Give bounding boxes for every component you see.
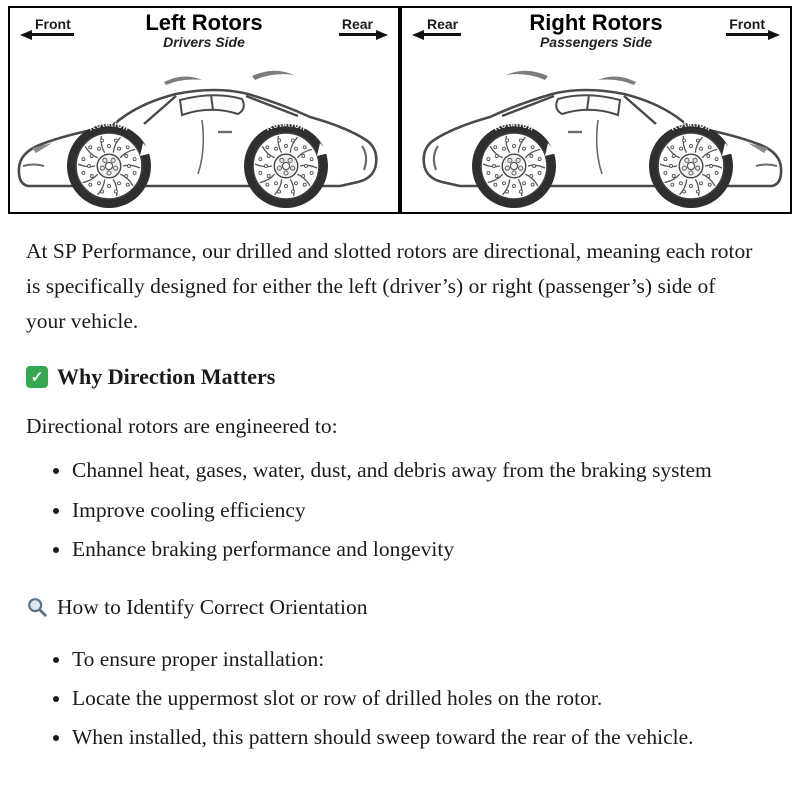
right-rotors-panel bbox=[400, 6, 792, 214]
list-item: • Improve cooling efficiency bbox=[72, 493, 762, 527]
arrow-left-icon bbox=[20, 30, 32, 40]
right-panel-header bbox=[402, 8, 790, 54]
list-item: • Locate the uppermost slot or row of drilled holes on the rotor. bbox=[72, 681, 762, 715]
rear-direction-indicator bbox=[412, 16, 461, 36]
section-heading-identify-orientation bbox=[26, 595, 774, 620]
engineered-to-lead: Directional rotors are engineered to: bbox=[26, 414, 338, 439]
magnifier-icon bbox=[26, 596, 48, 618]
section-heading-why-direction-matters bbox=[26, 364, 774, 390]
panel-title: Right Rotors bbox=[529, 10, 663, 35]
direction-label: Front bbox=[726, 16, 768, 36]
list-item: • When installed, this pattern should sweep toward the rear of the vehicle. bbox=[72, 720, 762, 754]
list-item: • Channel heat, gases, water, dust, and debris away from the braking system bbox=[72, 453, 762, 487]
arrow-right-icon bbox=[376, 30, 388, 40]
direction-label: Rear bbox=[339, 16, 376, 36]
left-panel-header bbox=[10, 8, 398, 54]
orientation-steps-list bbox=[26, 642, 774, 755]
right-panel-title-stack bbox=[486, 11, 706, 50]
left-rotors-panel bbox=[8, 6, 400, 214]
benefits-list bbox=[26, 453, 774, 566]
section-heading-text: Why Direction Matters bbox=[57, 364, 276, 390]
intro-paragraph: At SP Performance, our drilled and slotted rotors are directional, meaning each rotor is specifically designed for either the left (driver’s) or right (passenger’s) side of your vehicle. bbox=[26, 239, 753, 333]
section-heading-text: How to Identify Correct Orientation bbox=[57, 594, 368, 619]
right-car-illustration bbox=[402, 54, 790, 212]
left-car-illustration bbox=[10, 54, 398, 212]
check-icon bbox=[26, 366, 48, 388]
list-item: • Enhance braking performance and longevity bbox=[72, 532, 762, 566]
panel-title: Left Rotors bbox=[145, 10, 263, 35]
article-body bbox=[0, 214, 800, 793]
panel-subtitle: Drivers Side bbox=[163, 34, 245, 51]
direction-label: Rear bbox=[424, 16, 461, 36]
panel-subtitle: Passengers Side bbox=[539, 34, 653, 51]
arrow-left-icon bbox=[412, 30, 424, 40]
list-item: • To ensure proper installation: bbox=[72, 642, 762, 676]
direction-label: Front bbox=[32, 16, 74, 36]
left-panel-title-stack bbox=[94, 11, 314, 50]
arrow-right-icon bbox=[768, 30, 780, 40]
rear-direction-indicator bbox=[339, 16, 388, 36]
front-direction-indicator bbox=[726, 16, 780, 36]
rotor-direction-diagram bbox=[8, 6, 792, 214]
front-direction-indicator bbox=[20, 16, 74, 36]
